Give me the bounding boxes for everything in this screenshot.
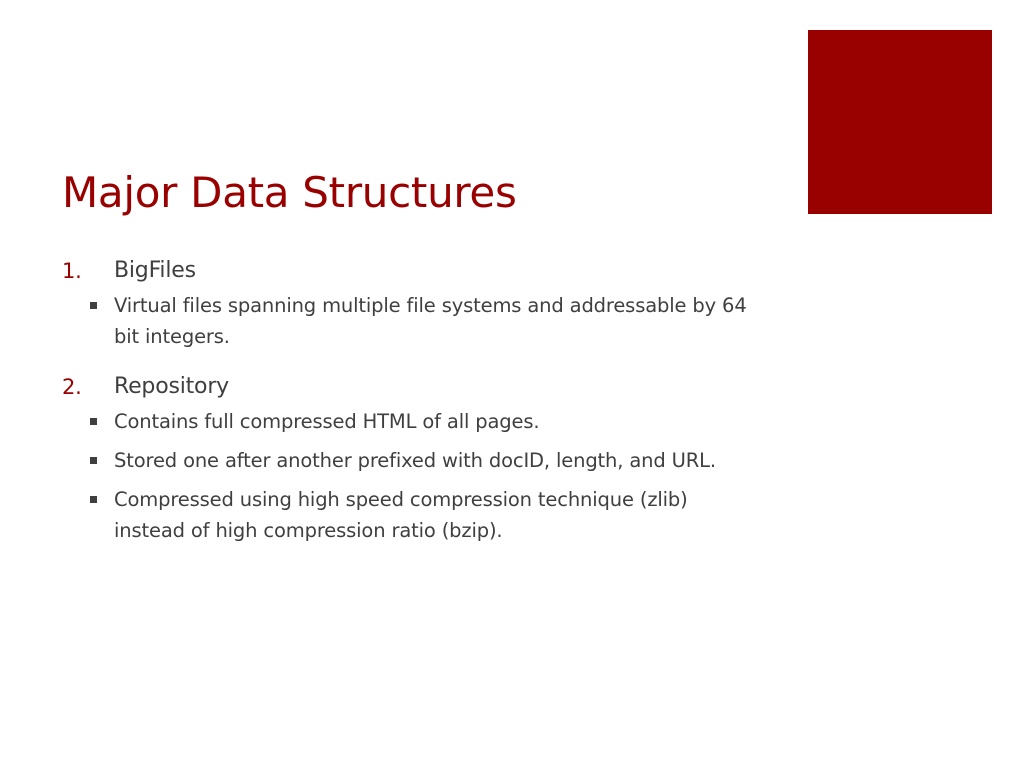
item-number: 1. — [62, 259, 82, 283]
square-bullet-icon — [90, 418, 97, 425]
slide-content — [62, 254, 762, 546]
sub-item-text: Stored one after another prefixed with docID, length, and URL. — [114, 449, 716, 472]
item-label: BigFiles — [114, 258, 196, 283]
item-number: 2. — [62, 375, 82, 399]
numbered-item-bigfiles — [62, 254, 762, 352]
numbered-item-repository — [62, 370, 762, 546]
sub-list — [62, 290, 762, 352]
sub-item-text: Virtual files spanning multiple file systems and addressable by 64 bit integers. — [114, 294, 747, 348]
square-bullet-icon — [90, 457, 97, 464]
sub-item — [62, 445, 762, 476]
sub-item — [62, 290, 762, 352]
slide-title: Major Data Structures — [62, 168, 517, 217]
sub-item-text: Compressed using high speed compression technique (zlib) instead of high compression ratio (bzip). — [114, 488, 688, 542]
square-bullet-icon — [90, 302, 97, 309]
sub-item-text: Contains full compressed HTML of all pages. — [114, 410, 540, 433]
sub-item — [62, 406, 762, 437]
sub-list — [62, 406, 762, 546]
square-bullet-icon — [90, 496, 97, 503]
accent-block — [808, 30, 992, 214]
item-label: Repository — [114, 374, 229, 399]
sub-item — [62, 484, 762, 546]
